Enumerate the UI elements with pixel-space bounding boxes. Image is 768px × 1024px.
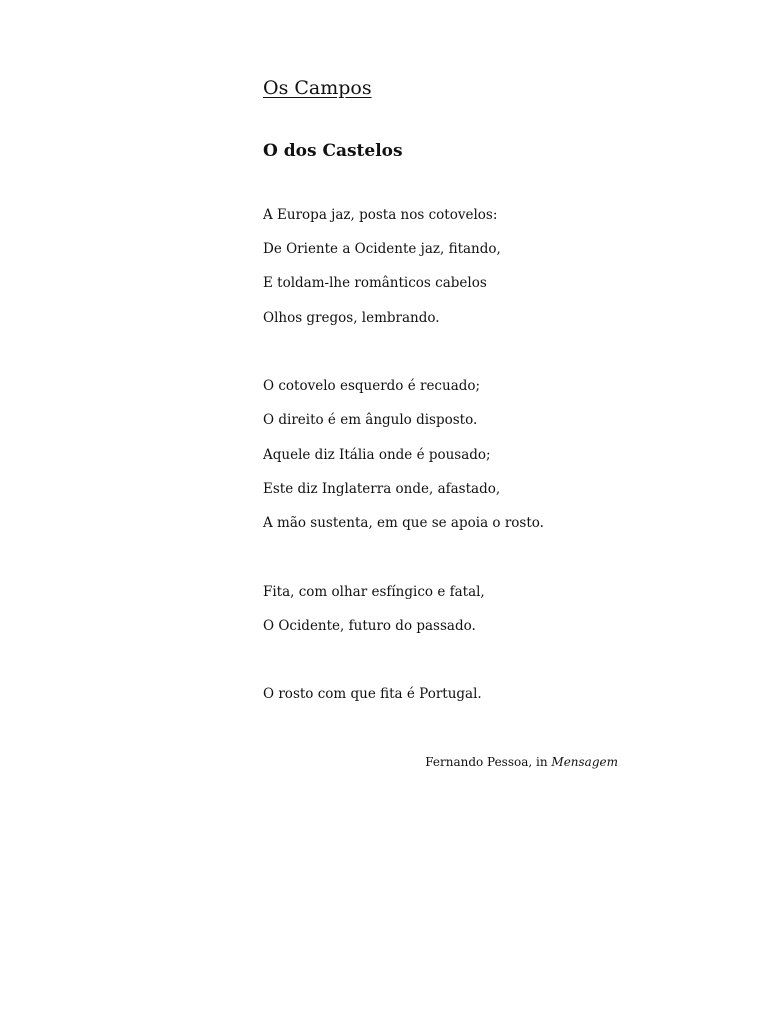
poem-line: E toldam-lhe românticos cabelos <box>263 275 487 291</box>
attribution-author: Fernando Pessoa, in <box>425 755 548 769</box>
poem-line: O cotovelo esquerdo é recuado; <box>263 378 481 394</box>
attribution-book: Mensagem <box>551 755 618 769</box>
poem-line: A mão sustenta, em que se apoia o rosto. <box>263 515 544 531</box>
poem-line: Fita, com olhar esfíngico e fatal, <box>263 584 485 600</box>
poem-line: Aquele diz Itália onde é pousado; <box>263 447 491 463</box>
poem-line: O Ocidente, futuro do passado. <box>263 618 476 634</box>
poem-title: O dos Castelos <box>263 141 403 161</box>
poem-line: A Europa jaz, posta nos cotovelos: <box>263 207 498 223</box>
poem-line: O rosto com que fita é Portugal. <box>263 686 482 702</box>
attribution <box>425 755 618 769</box>
poem-line: De Oriente a Ocidente jaz, fitando, <box>263 241 501 257</box>
poem-line: Olhos gregos, lembrando. <box>263 310 440 326</box>
poem-line: O direito é em ângulo disposto. <box>263 412 478 428</box>
section-title: Os Campos <box>263 77 372 99</box>
poem-line: Este diz Inglaterra onde, afastado, <box>263 481 501 497</box>
